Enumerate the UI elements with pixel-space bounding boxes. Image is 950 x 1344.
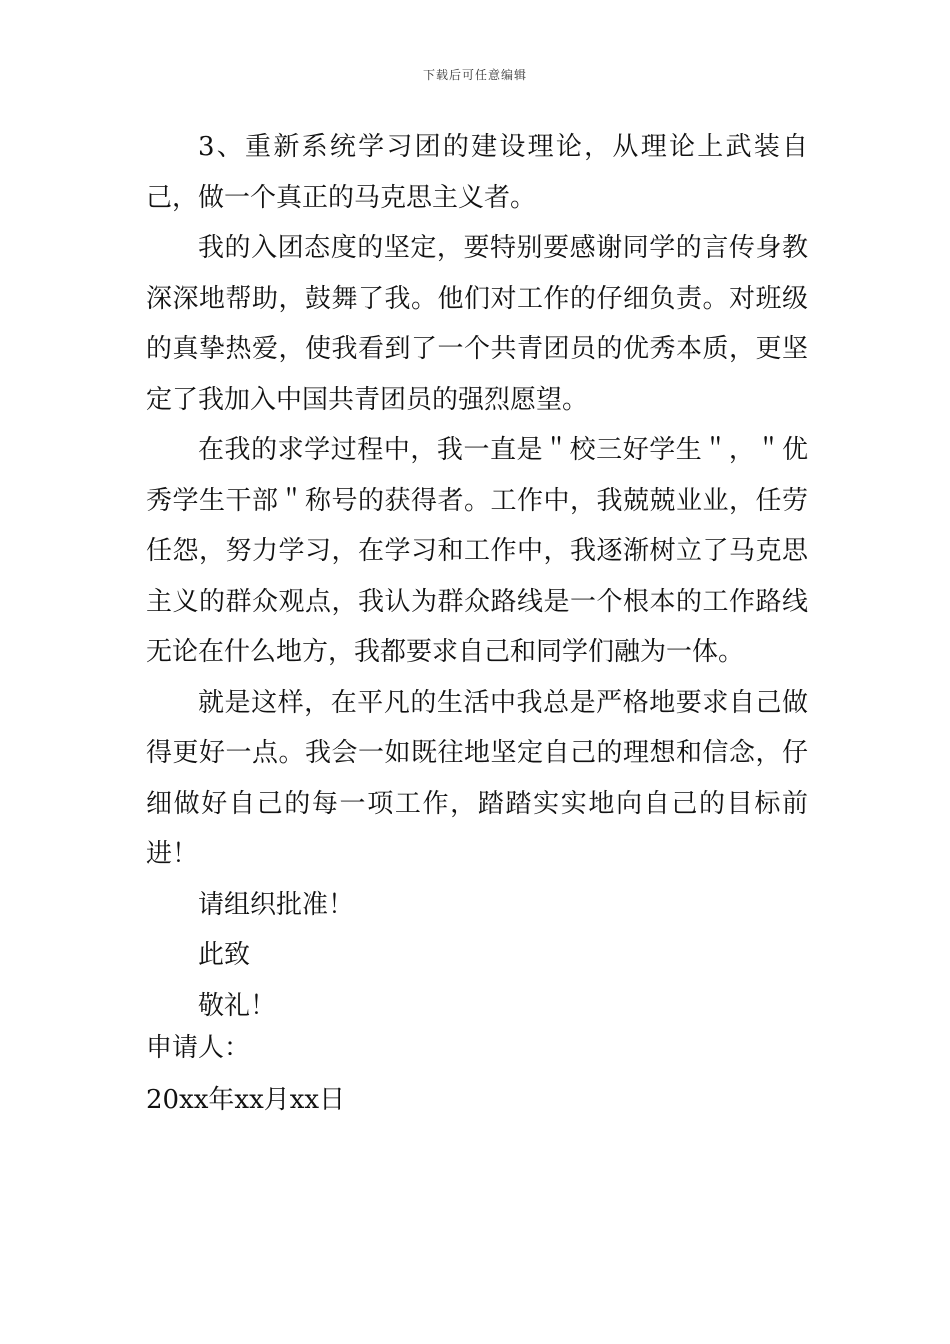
closing-greeting-ci-zhi: 此致 xyxy=(198,940,251,970)
signature-block xyxy=(146,1022,345,1126)
paragraph-attitude: 我的入团态度的坚定，要特别要感谢同学的言传身教深深地帮助，鼓舞了我。他们对工作的仔细负责。对班级的真挚热爱，使我看到了一个共青团员的优秀本质，更坚定了我加入中国共青团员的强烈愿望。 xyxy=(146,233,808,415)
paragraph-study-theory: 3、重新系统学习团的建设理论，从理论上武装自己，做一个真正的马克思主义者。 xyxy=(146,132,808,213)
date-line: 20xx年xx月xx日 xyxy=(146,1085,346,1115)
applicant-label: 申请人： xyxy=(146,1033,251,1063)
paragraph-commitment: 就是这样，在平凡的生活中我总是严格地要求自己做得更好一点。我会一如既往地坚定自己的理想和信念，仔细做好自己的每一项工作，踏踏实实地向自己的目标前进！ xyxy=(146,687,808,869)
page-header-note: 下载后可任意编辑 xyxy=(422,68,527,82)
closing-greeting-jing-li: 敬礼！ xyxy=(198,990,277,1021)
paragraph-study-process: 在我的求学过程中，我一直是＂校三好学生＂，＂优秀学生干部＂称号的获得者。工作中，我兢兢业业，任劳任怨，努力学习，在学习和工作中，我逐渐树立了马克思主义的群众观点，我认为群众路线是一个根本的工作路线无论在什么地方，我都要求自己和同学们融为一体。 xyxy=(146,435,808,667)
letter-body xyxy=(146,122,808,1031)
closing-request: 请组织批准！ xyxy=(198,889,355,920)
